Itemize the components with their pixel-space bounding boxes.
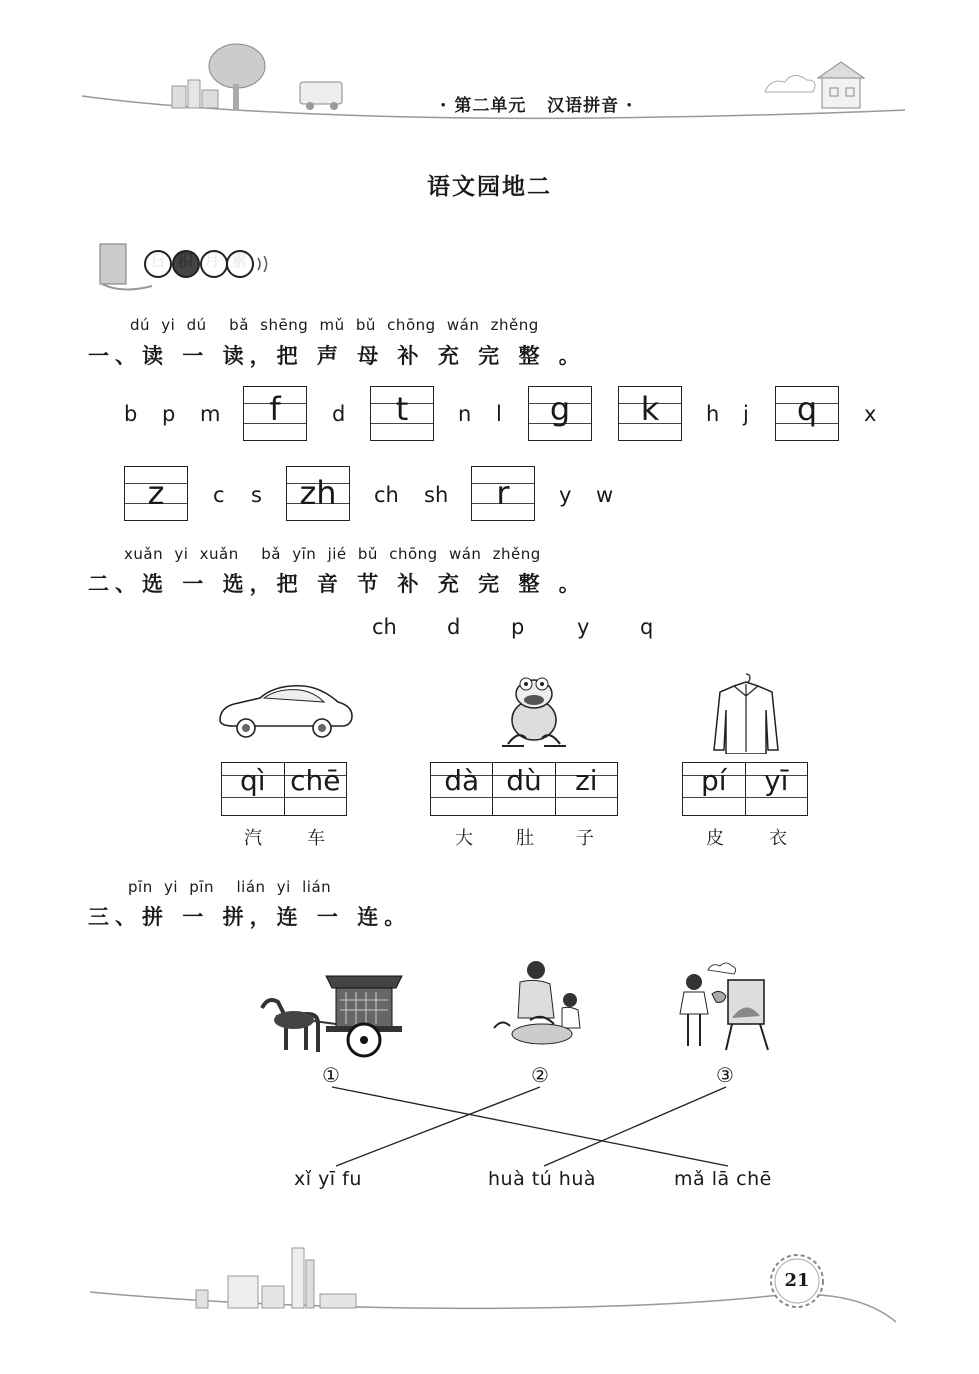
letter-ch: ch: [374, 483, 399, 507]
match-line-3: [544, 1087, 726, 1166]
syllable-da: dà: [444, 764, 480, 797]
letter-b: b: [124, 402, 138, 426]
letter-y: y: [559, 483, 572, 507]
section1-pinyin: dú yi dú bǎ shēng mǔ bǔ chōng wán zhěng: [130, 316, 539, 334]
section2-pinyin: xuǎn yi xuǎn bǎ yīn jié bǔ chōng wán zhěng: [124, 545, 541, 563]
syllable-zi: zi: [575, 764, 598, 797]
letter-p: p: [162, 402, 176, 426]
answer-g: g: [549, 390, 571, 428]
choice-p: p: [511, 615, 525, 639]
hanzi-qi: 汽: [244, 828, 262, 849]
letter-c: c: [213, 483, 225, 507]
syllable-du: dù: [506, 764, 542, 797]
syllable-pi: pí: [700, 764, 727, 797]
letter-l: l: [496, 402, 502, 426]
syllable-che: chē: [290, 764, 341, 797]
number-2: ②: [531, 1063, 549, 1087]
choice-y: y: [577, 615, 590, 639]
number-1: ①: [322, 1063, 340, 1087]
header-dot: •: [626, 100, 634, 112]
footer-decoration: [0, 1230, 979, 1340]
section3-pinyin: pīn yi pīn lián yi lián: [128, 878, 332, 896]
answer-f: f: [269, 390, 281, 428]
answer-q: q: [796, 390, 818, 428]
letter-sh: sh: [424, 483, 449, 507]
letter-d: d: [332, 402, 346, 426]
answer-z: z: [147, 474, 165, 512]
letter-h: h: [706, 402, 720, 426]
badge-label: 日积月累: [150, 251, 259, 270]
option-ma-la-che[interactable]: mǎ lā chē: [674, 1168, 772, 1190]
option-xi-yi-fu[interactable]: xǐ yī fu: [294, 1168, 362, 1190]
hanzi-che: 车: [307, 828, 325, 849]
match-line-2: [336, 1087, 540, 1166]
page-heading: 语文园地二: [427, 174, 552, 200]
section1-title: 一、读 一 读，把 声 母 补 充 完 整 。: [88, 344, 586, 368]
answer-zh: zh: [299, 474, 337, 512]
header-dot: •: [440, 100, 448, 112]
answer-r: r: [496, 474, 510, 512]
hanzi-zi: 子: [576, 828, 594, 849]
page-number: 21: [784, 1270, 810, 1291]
match-line-1: [332, 1087, 728, 1166]
hanzi-da: 大: [455, 828, 473, 849]
choice-ch: ch: [372, 615, 397, 639]
letter-n: n: [458, 402, 472, 426]
letter-x: x: [864, 402, 877, 426]
section2-title: 二、选 一 选，把 音 节 补 充 完 整 。: [88, 572, 586, 596]
option-hua-tu-hua[interactable]: huà tú huà: [488, 1168, 597, 1190]
unit-label: 第二单元: [454, 96, 527, 116]
answer-t: t: [395, 390, 409, 428]
syllable-qi: qì: [239, 764, 266, 797]
choice-d: d: [447, 615, 461, 639]
answer-k: k: [640, 390, 660, 428]
hanzi-du: 肚: [516, 828, 534, 849]
hanzi-pi: 皮: [706, 828, 724, 849]
letter-s: s: [251, 483, 262, 507]
topic-label: 汉语拼音: [547, 96, 620, 116]
section3-title: 三、拼 一 拼，连 一 连。: [88, 905, 412, 929]
number-3: ③: [716, 1063, 734, 1087]
syllable-yi: yī: [764, 764, 789, 797]
letter-w: w: [596, 483, 614, 507]
choice-q: q: [640, 615, 654, 639]
letter-m: m: [200, 402, 221, 426]
hanzi-yi: 衣: [769, 828, 787, 849]
letter-j: j: [743, 402, 749, 426]
